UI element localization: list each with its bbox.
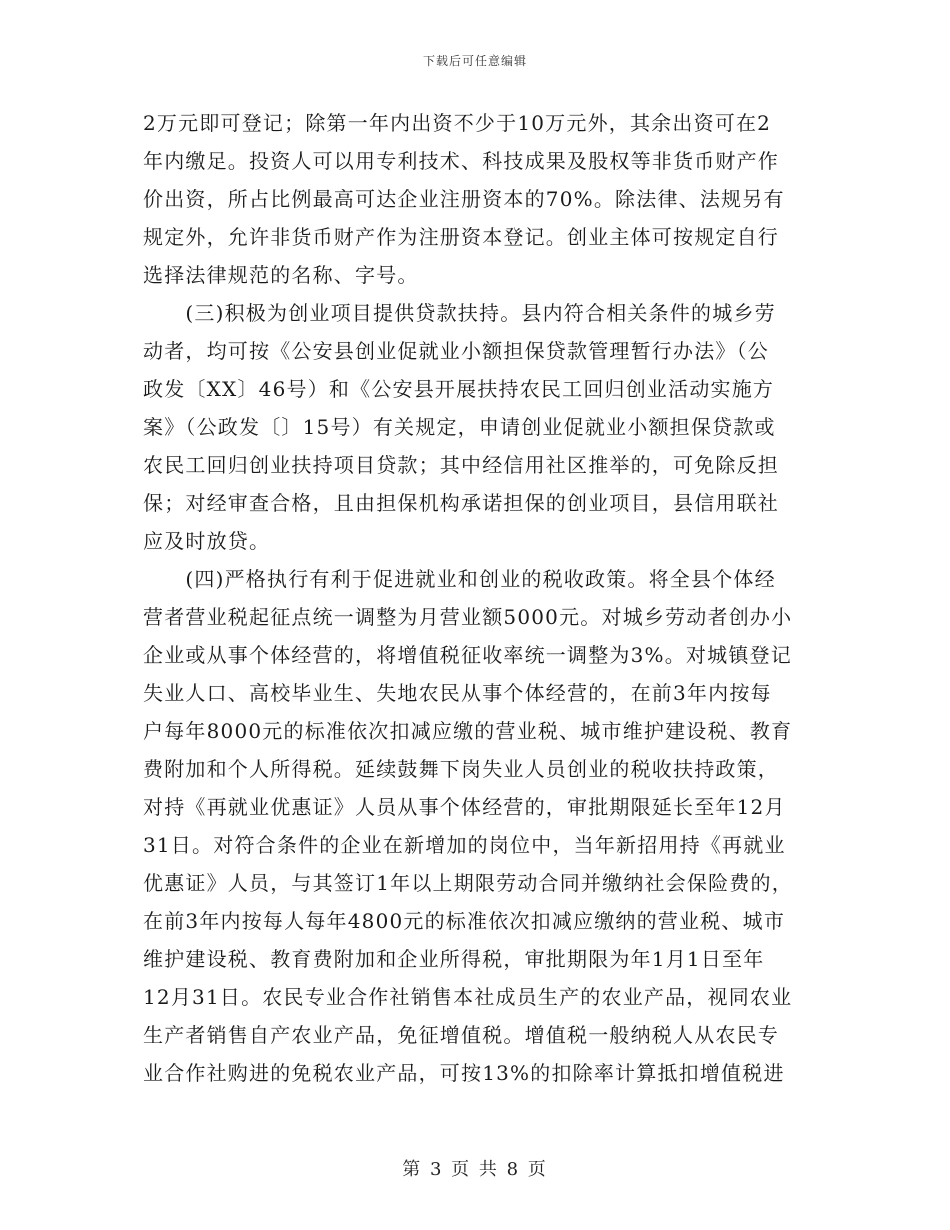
document-body bbox=[143, 104, 811, 1092]
body-line: 农民工回归创业扶持项目贷款；其中经信用社区推举的，可免除反担 bbox=[143, 453, 779, 477]
body-line: 动者，均可按《公安县创业促就业小额担保贷款管理暂行办法》（公 bbox=[143, 339, 769, 363]
body-line: 对持《再就业优惠证》人员从事个体经营的，审批期限延长至年12月 bbox=[143, 795, 786, 819]
body-line: 在前3年内按每人每年4800元的标准依次扣减应缴纳的营业税、城市 bbox=[143, 909, 786, 933]
body-line: 生产者销售自产农业产品，免征增值税。增值税一般纳税人从农民专 bbox=[143, 1023, 779, 1047]
body-line: 企业或从事个体经营的，将增值税征收率统一调整为3%。对城镇登记 bbox=[143, 643, 792, 667]
body-line: (三)积极为创业项目提供贷款扶持。县内符合相关条件的城乡劳 bbox=[143, 301, 776, 325]
body-line: 年内缴足。投资人可以用专利技术、科技成果及股权等非货币财产作 bbox=[143, 149, 779, 173]
body-line: 维护建设税、教育费附加和企业所得税，审批期限为年1月1日至年 bbox=[143, 947, 765, 971]
body-line: 优惠证》人员，与其签订1年以上期限劳动合同并缴纳社会保险费的， bbox=[143, 871, 793, 895]
body-line: 营者营业税起征点统一调整为月营业额5000元。对城乡劳动者创办小 bbox=[143, 605, 793, 629]
body-line: 户每年8000元的标准依次扣减应缴的营业税、城市维护建设税、教育 bbox=[143, 719, 793, 743]
body-line: 政发〔XX〕46号）和《公安县开展扶持农民工回归创业活动实施方 bbox=[143, 377, 775, 401]
body-line: 保；对经审查合格，且由担保机构承诺担保的创业项目，县信用联社 bbox=[143, 491, 779, 515]
body-line: 业合作社购进的免税农业产品，可按13%的扣除率计算抵扣增值税进 bbox=[143, 1061, 785, 1085]
body-line: 案》（公政发〔〕15号）有关规定，申请创业促就业小额担保贷款或 bbox=[143, 415, 776, 439]
body-line: 价出资，所占比例最高可达企业注册资本的70%。除法律、法规另有 bbox=[143, 187, 785, 211]
body-line: 规定外，允许非货币财产作为注册资本登记。创业主体可按规定自行 bbox=[143, 225, 779, 249]
body-line: (四)严格执行有利于促进就业和创业的税收政策。将全县个体经 bbox=[143, 567, 776, 591]
body-line: 应及时放贷。 bbox=[143, 529, 271, 553]
body-line: 选择法律规范的名称、字号。 bbox=[143, 263, 419, 287]
body-line: 2万元即可登记；除第一年内出资不少于10万元外，其余出资可在2 bbox=[143, 111, 772, 135]
body-line: 31日。对符合条件的企业在新增加的岗位中，当年新招用持《再就业 bbox=[143, 833, 786, 857]
body-line: 失业人口、高校毕业生、失地农民从事个体经营的，在前3年内按每 bbox=[143, 681, 772, 705]
page-number-footer: 第 3 页 共 8 页 bbox=[402, 1159, 548, 1180]
body-line: 费附加和个人所得税。延续鼓舞下岗失业人员创业的税收扶持政策， bbox=[143, 757, 779, 781]
body-line: 12月31日。农民专业合作社销售本社成员生产的农业产品，视同农业 bbox=[143, 985, 793, 1009]
page-header-note: 下载后可任意编辑 bbox=[422, 54, 527, 68]
